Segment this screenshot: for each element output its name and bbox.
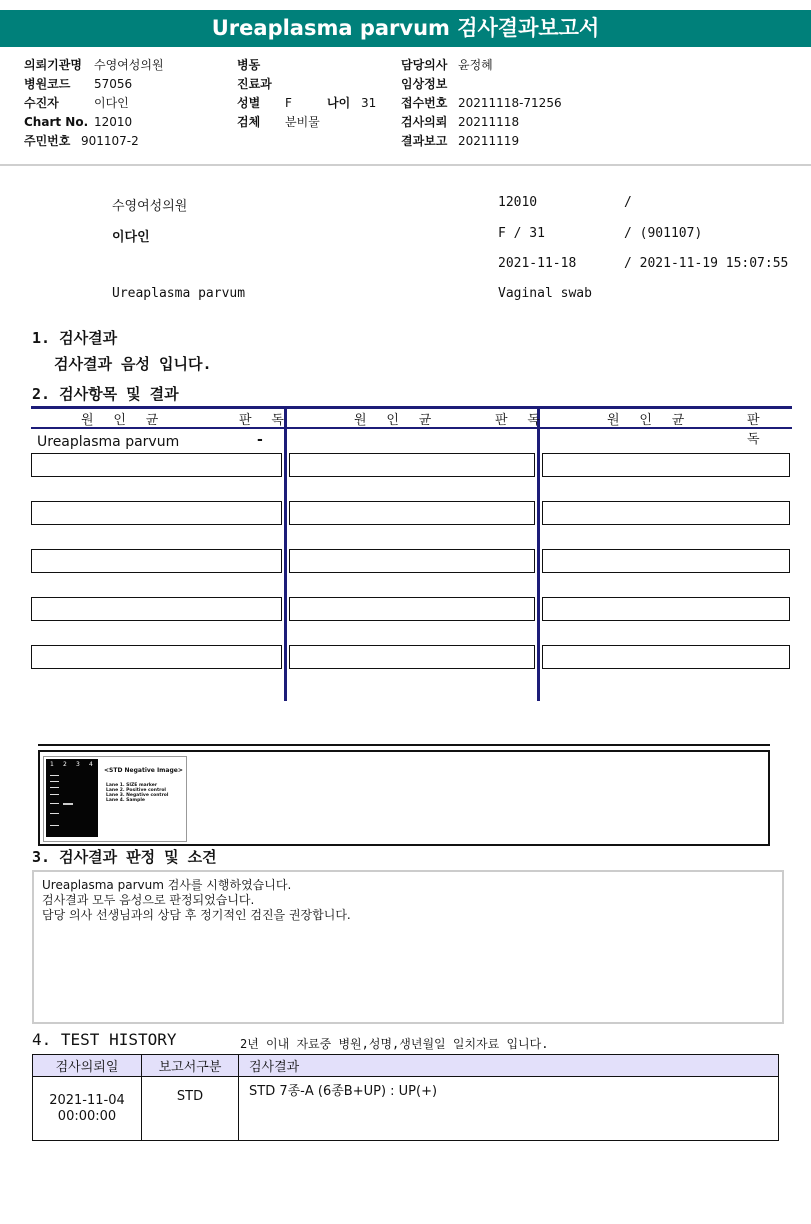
info-row-report-date: 결과보고 20211119: [401, 134, 520, 148]
info-row-id-number: 주민번호 901107-2: [24, 134, 139, 148]
gel-band: [50, 781, 59, 782]
section1-title: 1. 검사결과: [32, 329, 118, 347]
result-slot: [289, 597, 535, 621]
summary-test-name: Ureaplasma parvum: [112, 286, 246, 301]
info-sex-value: F: [285, 96, 292, 110]
result-slot: [542, 501, 790, 525]
result-slot: [289, 549, 535, 573]
result-slot: [31, 549, 282, 573]
info-row-patient: 수진자 이다인: [24, 96, 129, 110]
grid-header-result-3: 판 독: [747, 413, 766, 447]
result-slot: [31, 645, 282, 669]
gel-image-thumbnail: [43, 756, 187, 842]
summary-birth: / (901107): [624, 226, 703, 241]
summary-request-date: 2021-11-18: [498, 256, 577, 271]
gel-image-panel: [38, 750, 770, 846]
header-col3: [401, 56, 641, 151]
gel-caption-title: <STD Negative Image>: [104, 767, 183, 774]
summary-patient-name: 이다인: [112, 230, 150, 245]
result-slot: [289, 501, 535, 525]
history-note: 2년 이내 자료중 병원,성명,생년월일 일치자료 입니다.: [240, 1037, 549, 1051]
summary-chart-no: 12010: [498, 195, 538, 210]
history-cell-type: STD: [142, 1077, 239, 1141]
gel-band: [50, 825, 59, 826]
gel-band-positive: [63, 803, 73, 805]
opinion-line-2: 검사결과 모두 음성으로 판정되었습니다.: [42, 893, 255, 907]
info-row-doctor: 담당의사 윤정혜: [401, 58, 493, 72]
gel-caption-lane-4: Lane 4. Sample: [106, 798, 145, 803]
header-col1: [24, 56, 224, 151]
history-header-row: [33, 1055, 779, 1077]
gel-band: [50, 794, 59, 795]
lane-label-4: 4: [89, 761, 93, 768]
gel-band: [50, 787, 59, 788]
history-time: 00:00:00: [57, 1108, 117, 1124]
gel-band: [50, 775, 59, 776]
info-age-label: 나이: [327, 96, 351, 110]
opinion-line-1: Ureaplasma parvum 검사를 시행하였습니다.: [42, 878, 292, 892]
grid-header-result-2: 판 독: [495, 413, 546, 428]
result-slot: [542, 597, 790, 621]
result-slot: [542, 453, 790, 477]
grid-header-result-1: 판 독: [239, 413, 290, 428]
summary-sex-age: F / 31: [498, 226, 545, 241]
info-age-value: 31: [361, 96, 377, 110]
info-specimen-value: 분비물: [285, 115, 320, 129]
section3-title: 3. 검사결과 판정 및 소견: [32, 848, 217, 866]
history-header-result: 검사결과: [239, 1055, 779, 1077]
info-row-chart-no: Chart No. 12010: [24, 115, 133, 129]
result-grid: [31, 406, 792, 701]
section4-title: 4. TEST HISTORY: [32, 1030, 177, 1049]
result-slot: [289, 645, 535, 669]
result-item-value: -: [257, 432, 263, 448]
opinion-box: [32, 870, 784, 1024]
image-top-rule: [38, 744, 770, 746]
history-table: [32, 1054, 779, 1141]
gel-photo: [46, 759, 98, 837]
lane-label-3: 3: [76, 761, 80, 768]
grid-col-divider-1: [284, 406, 287, 701]
grid-header-organism-3: 원 인 균: [607, 413, 691, 428]
info-sex-label: 성별: [237, 96, 261, 110]
info-ward-label: 병동: [237, 58, 261, 72]
section1-result: 검사결과 음성 입니다.: [54, 355, 212, 373]
history-header-date: 검사의뢰일: [33, 1055, 142, 1077]
history-cell-date: [33, 1077, 142, 1141]
summary-report-datetime: / 2021-11-19 15:07:55: [624, 256, 789, 271]
grid-col-divider-2: [537, 406, 540, 701]
gel-caption-lane-1: Lane 1. SIZE marker: [106, 783, 158, 788]
info-row-accession: 접수번호 20211118-71256: [401, 96, 562, 110]
result-slot: [31, 597, 282, 621]
opinion-text: [42, 878, 351, 923]
history-date: 2021-11-04: [49, 1092, 125, 1108]
info-specimen-label: 검체: [237, 115, 261, 129]
lane-label-2: 2: [63, 761, 67, 768]
info-row-hospital-code: 병원코드 57056: [24, 77, 133, 91]
info-dept-label: 진료과: [237, 77, 272, 91]
gel-caption-lines: [106, 783, 168, 803]
history-header-type: 보고서구분: [142, 1055, 239, 1077]
gel-band: [50, 803, 59, 804]
result-item-name: Ureaplasma parvum: [37, 434, 180, 450]
header-col2: [237, 56, 397, 132]
grid-header-organism-1: 원 인 균: [81, 413, 165, 428]
report-title: Ureaplasma parvum 검사결과보고서: [0, 10, 811, 47]
info-row-clinical-info: 임상정보: [401, 77, 448, 91]
summary-specimen: Vaginal swab: [498, 286, 592, 301]
info-row-clinic: 의뢰기관명 수영여성의원: [24, 58, 164, 72]
result-slot: [31, 501, 282, 525]
lane-label-1: 1: [50, 761, 54, 768]
gel-band: [50, 813, 59, 814]
opinion-line-3: 담당 의사 선생님과의 상담 후 정기적인 검진을 권장합니다.: [42, 908, 351, 922]
section2-title: 2. 검사항목 및 결과: [32, 385, 179, 403]
result-slot: [542, 549, 790, 573]
summary-clinic: 수영여성의원: [112, 199, 188, 214]
header-divider: [0, 164, 811, 166]
summary-slash: /: [624, 195, 632, 210]
history-cell-result: STD 7종-A (6종B+UP) : UP(+): [239, 1077, 779, 1141]
result-slot: [289, 453, 535, 477]
grid-header-organism-2: 원 인 균: [354, 413, 438, 428]
info-row-request-date: 검사의뢰 20211118: [401, 115, 520, 129]
result-slot: [31, 453, 282, 477]
table-row: [33, 1077, 779, 1141]
gel-caption-lane-2: Lane 2. Positive control: [106, 788, 166, 793]
result-slot: [542, 645, 790, 669]
gel-caption-lane-3: Lane 3. Negative control: [106, 793, 169, 798]
